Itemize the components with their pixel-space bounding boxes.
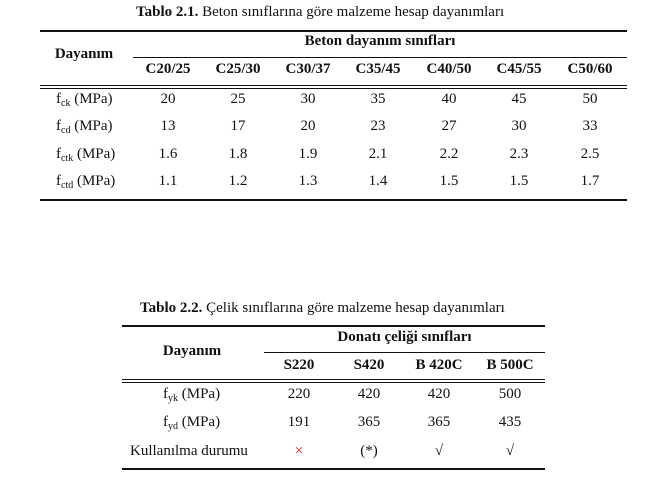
table1-cell: 1.3 [298,173,318,189]
table1-cell: 45 [511,91,527,107]
table2-caption [140,300,505,317]
table1-cell: 1.4 [368,173,388,189]
table1-cell: 1.2 [228,173,248,189]
table2-cell: 435 [498,414,522,430]
table2-group-header: Donatı çeliği sınıfları [337,329,472,345]
table1-cell: 40 [441,91,457,107]
table1-header-rule-1 [40,85,627,86]
table2-cell: 365 [427,414,451,430]
table2-row-header: Dayanım [162,343,222,359]
table1-row-label: $f_{cd}$ (MPa) [56,118,113,136]
table1-col-header: C35/45 [355,61,401,77]
table1-cell: 17 [230,118,246,134]
table1-row-label: $f_{ctk}$ (MPa) [56,146,116,164]
table1-cell: 23 [370,118,386,134]
table1-cell: 1.5 [439,173,459,189]
table1-cell: 50 [582,91,598,107]
table1-cell: 25 [230,91,246,107]
table2-top-rule [122,325,545,327]
table1-col-header: C30/37 [285,61,331,77]
table1-col-header: C25/30 [215,61,261,77]
table1-cell: 30 [511,118,527,134]
table1-col-header: C45/55 [496,61,542,77]
table2-cell: 420 [427,386,451,402]
table1-cell: 33 [582,118,598,134]
table2-cell: 365 [357,414,381,430]
table1-group-header: Beton dayanım sınıfları [304,33,456,49]
table2-cell: 500 [498,386,522,402]
table1-cell: 2.2 [439,146,459,162]
table1-row-header: Dayanım [54,46,114,62]
table1-cell: 2.3 [509,146,529,162]
table1-cell: 1.7 [580,173,600,189]
table2-header-rule-1 [122,379,545,380]
table2-row-label: $f_{yk}$ (MPa) [163,386,221,404]
table1-cell: 27 [441,118,457,134]
table1-cell: 2.5 [580,146,600,162]
table1-cell: 1.8 [228,146,248,162]
table1-cell: 30 [300,91,316,107]
table2-group-rule [264,352,545,353]
table2-header-rule-2 [122,382,545,383]
table1-cell: 1.9 [298,146,318,162]
table2-usage-cell: √ [434,443,444,459]
table1-cell: 1.5 [509,173,529,189]
table1-cell: 35 [370,91,386,107]
table2-usage-cell: √ [505,443,515,459]
table2-col-header: S220 [283,357,315,373]
table1-row-label: $f_{ck}$ (MPa) [56,91,113,109]
table1-cell: 1.1 [158,173,178,189]
table1-row-label: $f_{ctd}$ (MPa) [56,173,116,191]
table2-col-header: B 500C [486,357,534,373]
table1-cell: 2.1 [368,146,388,162]
table2-cell: 420 [357,386,381,402]
table2-usage-cell: (*) [360,443,378,459]
table1-group-rule [133,57,627,58]
table2-usage-label: Kullanılma durumu [130,443,248,459]
table2-caption-number: Tablo 2.2. [140,300,203,316]
table1-col-header: C20/25 [145,61,191,77]
table2-col-header: B 420C [415,357,463,373]
table2-cell: 191 [287,414,311,430]
table1-col-header: C50/60 [567,61,613,77]
table1-cell: 1.6 [158,146,178,162]
table1-col-header: C40/50 [426,61,472,77]
table2-bottom-rule [122,468,545,470]
table1-bottom-rule [40,199,627,201]
table2-col-header: S420 [353,357,385,373]
table1-caption-text: Beton sınıflarına göre malzeme hesap dayanımları [202,4,505,20]
table1-caption-number: Tablo 2.1. [136,4,199,20]
table1-cell: 20 [160,91,176,107]
table1-cell: 20 [300,118,316,134]
table1-header-rule-2 [40,88,627,89]
table1-cell: 13 [160,118,176,134]
table1-caption [136,4,504,21]
table2-row-label: $f_{yd}$ (MPa) [163,414,221,432]
table1-top-rule [40,30,627,32]
table2-cell: 220 [287,386,311,402]
table2-usage-cell: × [294,443,304,459]
table2-caption-text: Çelik sınıflarına göre malzeme hesap dayanımları [206,300,505,316]
